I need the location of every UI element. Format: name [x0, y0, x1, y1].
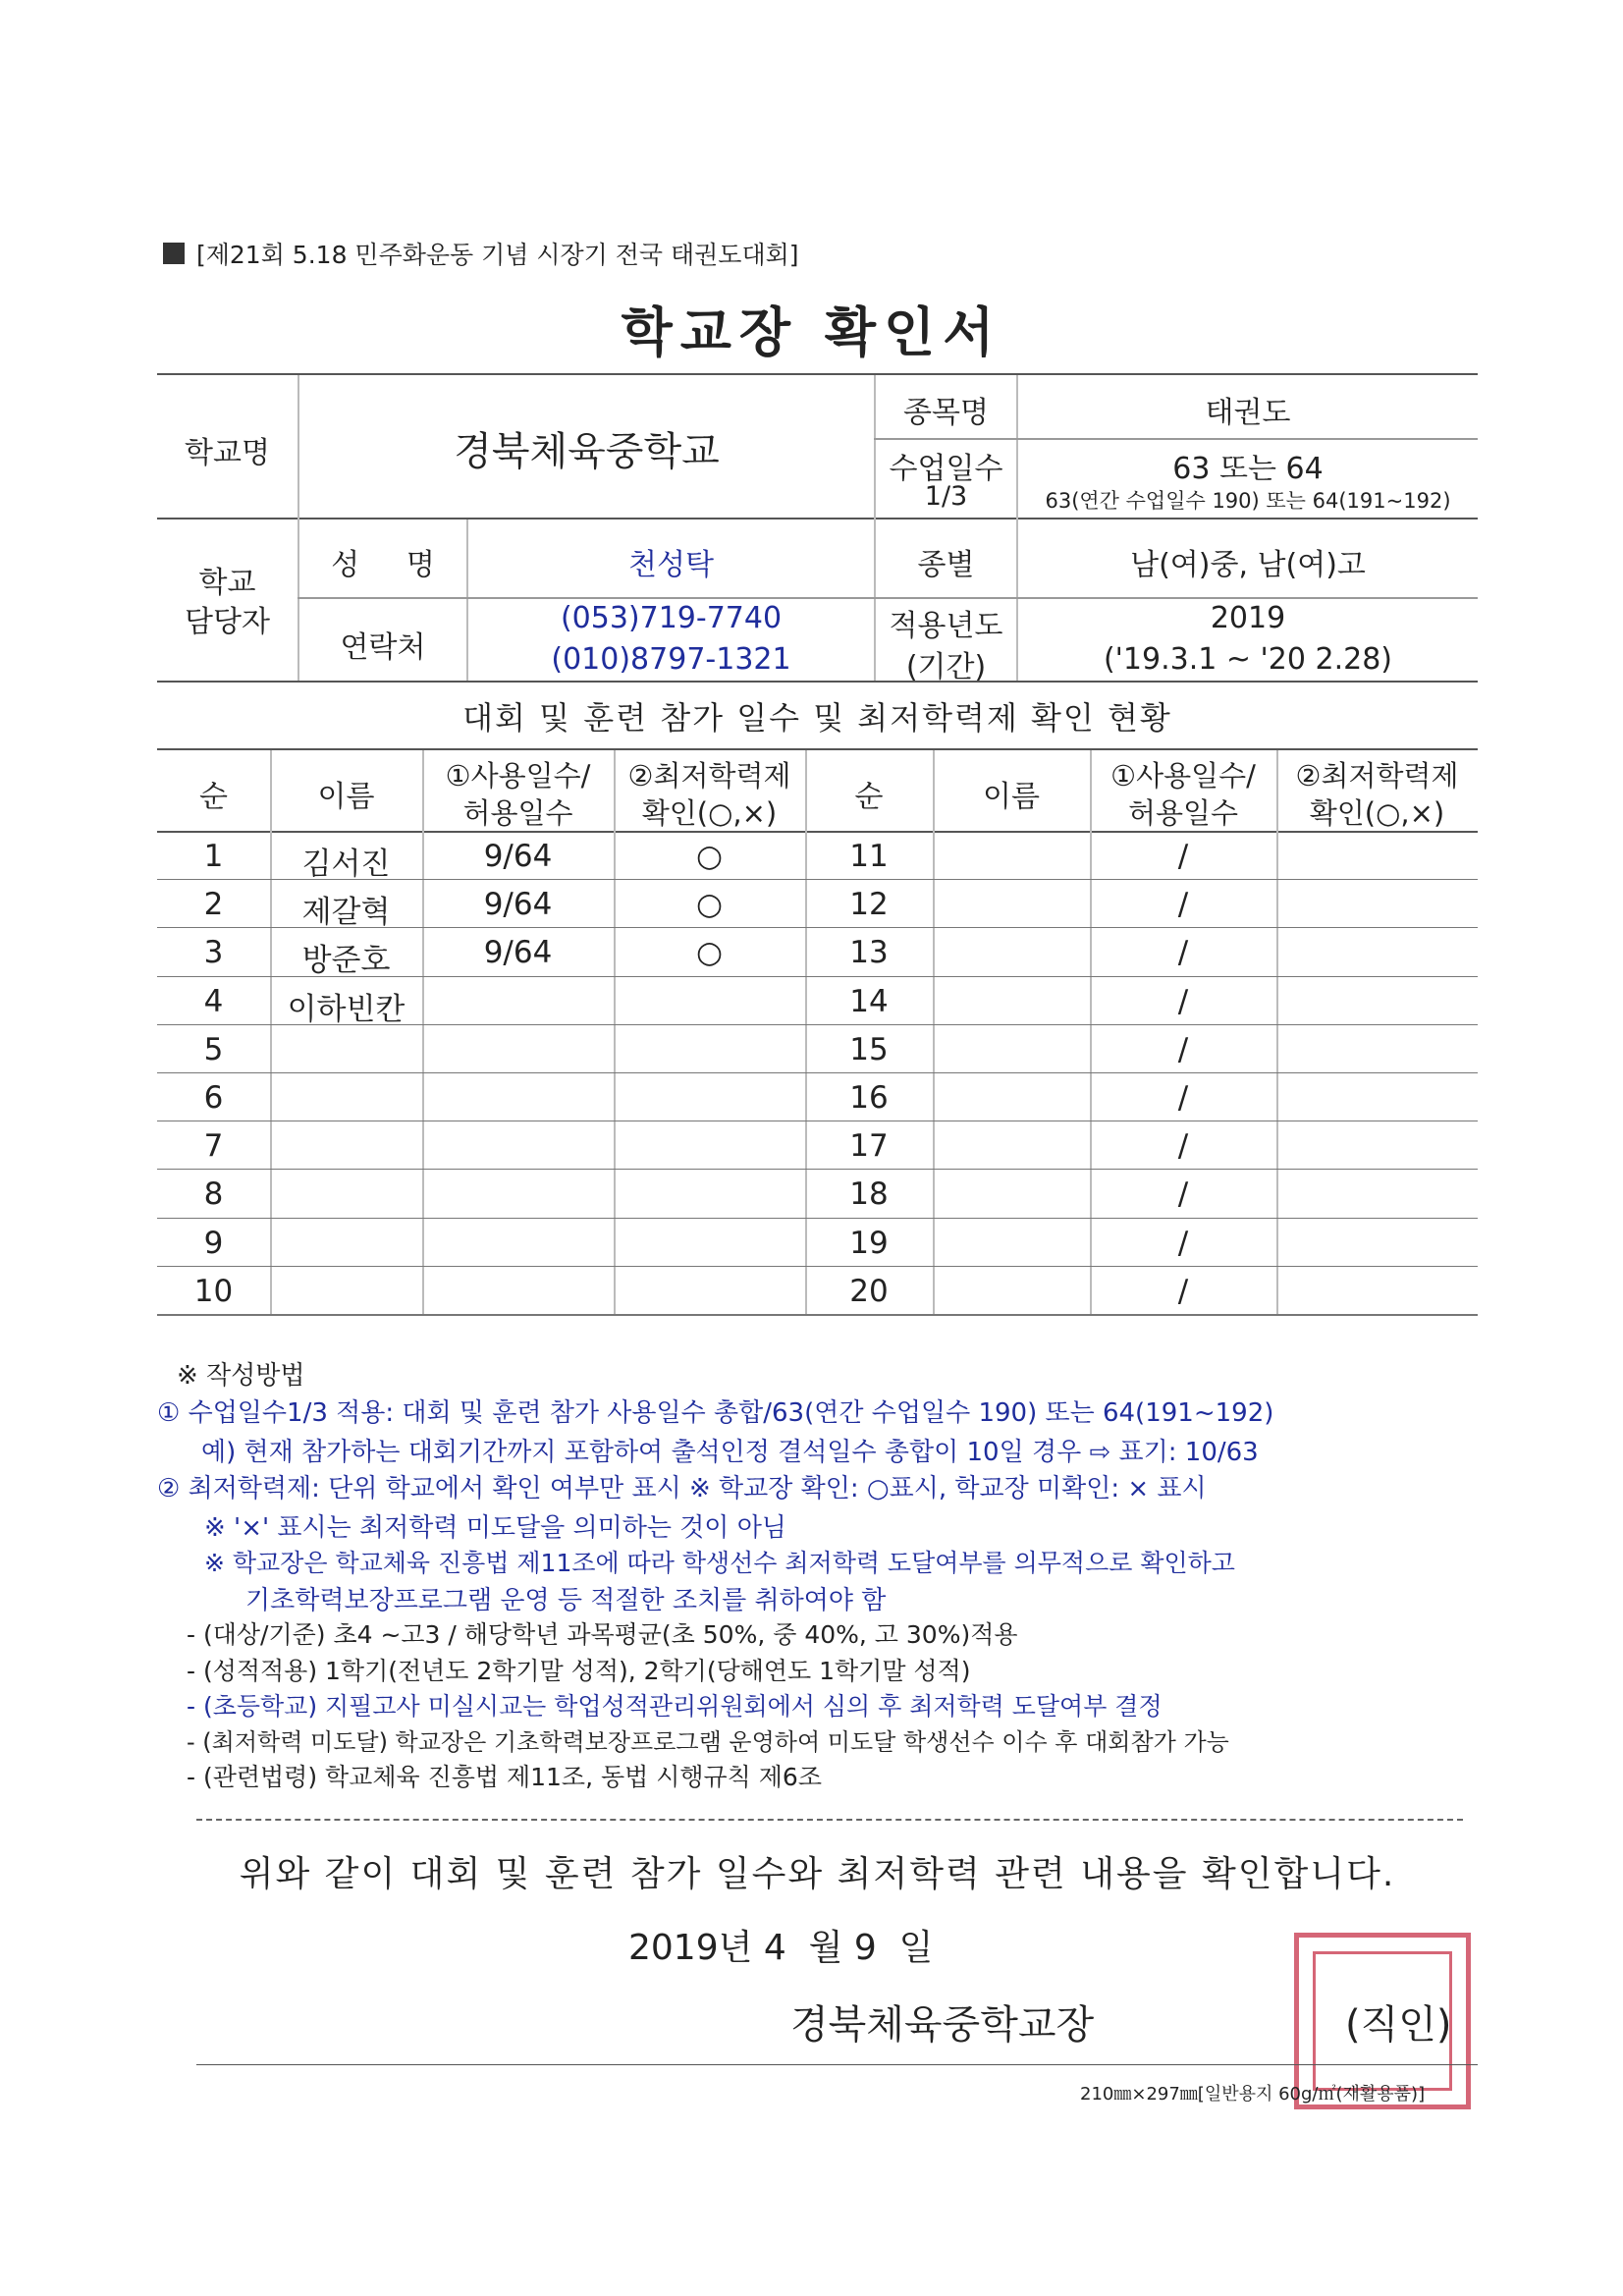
days-label: 수업일수: [889, 452, 1003, 486]
event-header: [제21회 5.18 민주화운동 기념 시장기 전국 태권도대회]: [196, 241, 799, 269]
table-cell-name: 방준호: [301, 943, 391, 979]
school-value: 경북체육중학교: [454, 429, 720, 474]
table-cell-days: 9/64: [483, 839, 553, 874]
table-column-divider: [422, 750, 424, 1316]
table-cell-days: 9/64: [483, 935, 553, 971]
table-cell-no: 6: [203, 1080, 224, 1116]
table-column-divider: [614, 750, 616, 1316]
days-note: 63(연간 수업일수 190) 또는 64(191~192): [1045, 489, 1451, 513]
status-title: 대회 및 훈련 참가 일수 및 최저학력제 확인 현황: [462, 699, 1172, 737]
table-cell-no: 15: [849, 1031, 889, 1067]
table-header-name: 이름: [317, 780, 375, 814]
table-column-divider: [270, 750, 272, 1316]
table-row-line: [157, 1266, 1478, 1267]
table-cell-days: /: [1177, 1273, 1189, 1309]
note-1a: ① 수업일수1/3 적용: 대회 및 훈련 참가 사용일수 총합/63(연간 수업일수 190) 또는 64(191~192): [157, 1398, 1274, 1428]
table-row-line: [157, 1314, 1478, 1316]
info-row-line: [874, 438, 1478, 440]
phone-1: (053)719-7740: [560, 601, 783, 635]
footer-line: [196, 2064, 1478, 2065]
table-cell-no: 18: [849, 1176, 889, 1213]
year-label-2: (기간): [905, 650, 987, 684]
table-header-days2: 허용일수: [1127, 796, 1239, 830]
table-header-min2: 확인(○,×): [641, 796, 778, 830]
note-1b: 예) 현재 참가하는 대회기간까지 포함하여 출석인정 결석일수 총합이 10일 경우 ⇨ 표기: 10/63: [201, 1438, 1259, 1467]
table-cell-days: /: [1177, 1225, 1189, 1261]
table-header-min1: ②최저학력제: [627, 759, 791, 793]
note-b3: - (초등학교) 지필고사 미실시교는 학업성적관리위원회에서 심의 후 최저학력 도달여부 결정: [187, 1692, 1163, 1721]
table-cell-name: 제갈혁: [301, 895, 391, 931]
info-row-line: [298, 597, 1478, 599]
manager-label-2: 담당자: [185, 605, 270, 639]
table-cell-name: 김서진: [301, 847, 391, 882]
table-column-divider: [1276, 750, 1278, 1316]
table-cell-no: 5: [203, 1031, 224, 1067]
days-value: 63 또는 64: [1172, 452, 1324, 486]
table-cell-no: 19: [849, 1225, 889, 1261]
table-cell-no: 11: [849, 839, 889, 874]
table-cell-min: ○: [695, 839, 724, 874]
table-cell-no: 16: [849, 1080, 889, 1116]
table-row-line: [157, 1072, 1478, 1073]
name-label: 성 명: [331, 548, 435, 582]
table-cell-min: ○: [695, 887, 724, 923]
table-cell-days: /: [1177, 1031, 1189, 1067]
header-bullet-icon: [163, 243, 185, 264]
year-period: ('19.3.1 ~ '20 2.28): [1103, 642, 1393, 677]
note-b2: - (성적적용) 1학기(전년도 2학기말 성적), 2학기(당해연도 1학기말 성적): [187, 1657, 971, 1685]
note-2c: ※ 학교장은 학교체육 진흥법 제11조에 따라 학생선수 최저학력 도달여부를 의무적으로 확인하고: [204, 1549, 1235, 1577]
table-row-line: [157, 1169, 1478, 1170]
table-cell-days: /: [1177, 983, 1189, 1019]
note-2d: 기초학력보장프로그램 운영 등 적절한 조치를 취하여야 함: [245, 1586, 887, 1615]
info-top-line: [157, 373, 1478, 375]
note-2a: ② 최저학력제: 단위 학교에서 확인 여부만 표시 ※ 학교장 확인: ○표시, 학교장 미확인: × 표시: [157, 1474, 1207, 1503]
table-cell-no: 8: [203, 1176, 224, 1213]
table-cell-min: ○: [695, 935, 724, 971]
table-header-days2: 허용일수: [462, 796, 573, 830]
info-bottom-line: [157, 681, 1478, 683]
table-cell-no: 17: [849, 1128, 889, 1165]
table-header-no: 순: [199, 780, 228, 814]
table-cell-days: /: [1177, 1080, 1189, 1116]
contact-label: 연락처: [340, 630, 426, 665]
paper-spec: 210㎜×297㎜[일반용지 60g/㎡(재활용품)]: [1080, 2084, 1426, 2105]
table-header-min1: ②최저학력제: [1295, 759, 1459, 793]
table-row-line: [157, 1218, 1478, 1219]
table-cell-no: 14: [849, 983, 889, 1019]
table-header-no: 순: [854, 780, 884, 814]
table-top-line: [157, 748, 1478, 750]
table-cell-days: 9/64: [483, 887, 553, 923]
table-cell-no: 1: [203, 839, 224, 874]
phone-2: (010)8797-1321: [551, 642, 791, 677]
table-cell-name: 이하빈칸: [287, 991, 406, 1027]
page-title: 학교장 확인서: [621, 301, 1002, 363]
notes-heading: ※ 작성방법: [177, 1361, 305, 1391]
table-cell-days: /: [1177, 1128, 1189, 1165]
table-cell-no: 20: [849, 1273, 889, 1309]
seal-label: (직인): [1345, 2002, 1452, 2048]
table-cell-days: /: [1177, 839, 1189, 874]
days-label-fraction: 1/3: [924, 481, 968, 512]
note-b1: - (대상/기준) 초4 ~고3 / 해당학년 과목평균(초 50%, 중 40%, 고 30%)적용: [187, 1620, 1018, 1649]
confirm-text: 위와 같이 대회 및 훈련 참가 일수와 최저학력 관련 내용을 확인합니다.: [239, 1854, 1396, 1894]
table-cell-days: /: [1177, 1176, 1189, 1213]
type-label: 종별: [917, 548, 975, 582]
table-cell-days: /: [1177, 887, 1189, 923]
table-header-name: 이름: [983, 780, 1040, 814]
table-cell-no: 4: [203, 983, 224, 1019]
table-cell-no: 10: [193, 1273, 234, 1309]
type-value: 남(여)중, 남(여)고: [1130, 548, 1366, 582]
table-cell-no: 12: [849, 887, 889, 923]
note-2b: ※ '×' 표시는 최저학력 미도달을 의미하는 것이 아님: [204, 1513, 786, 1543]
table-column-divider: [933, 750, 935, 1316]
year-label: 적용년도: [889, 609, 1003, 643]
year-value: 2019: [1210, 601, 1286, 635]
confirm-date: 2019년 4 월 9 일: [628, 1928, 934, 1968]
table-header-min2: 확인(○,×): [1309, 796, 1445, 830]
event-label: 종목명: [903, 396, 989, 430]
table-cell-no: 3: [203, 935, 224, 971]
section-divider: [196, 1819, 1463, 1821]
table-cell-days: /: [1177, 935, 1189, 971]
table-cell-no: 2: [203, 887, 224, 923]
event-value: 태권도: [1205, 396, 1291, 430]
signer-name: 경북체육중학교장: [790, 2002, 1095, 2048]
table-cell-no: 13: [849, 935, 889, 971]
manager-label: 학교: [198, 566, 256, 600]
table-header-days1: ①사용일수/: [1110, 759, 1256, 793]
note-b4: - (최저학력 미도달) 학교장은 기초학력보장프로그램 운영하여 미도달 학생선수 이수 후 대회참가 가능: [187, 1728, 1229, 1756]
contact-name: 천성탁: [628, 548, 714, 582]
note-b5: - (관련법령) 학교체육 진흥법 제11조, 동법 시행규칙 제6조: [187, 1763, 822, 1791]
table-header-days1: ①사용일수/: [445, 759, 591, 793]
table-cell-no: 9: [203, 1225, 224, 1261]
info-mid-line: [157, 518, 1478, 519]
table-cell-no: 7: [203, 1128, 224, 1165]
school-label: 학교명: [185, 436, 270, 470]
